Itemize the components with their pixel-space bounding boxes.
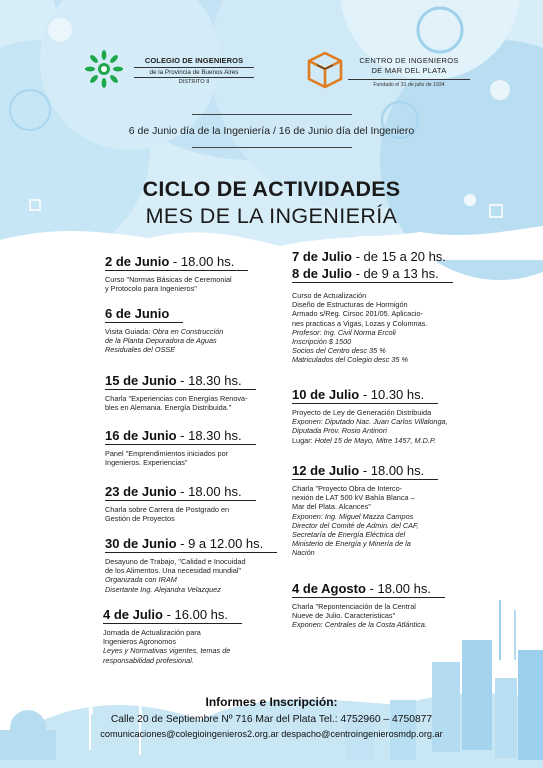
event-time: - 18.00 hs. — [365, 581, 431, 596]
footer-address: Calle 20 de Septiembre Nº 716 Mar del Plata Tel.: 4752960 – 4750877 — [110, 714, 433, 725]
event-line: Diseño de Estructuras de Hormigón — [292, 300, 408, 310]
event-line: Organizada con IRAM — [105, 575, 177, 585]
logo2-line2: DE MAR DEL PLATA — [371, 66, 447, 75]
event-12-julio — [292, 462, 438, 558]
event-10-julio — [292, 386, 448, 445]
event-date: 6 de Junio — [105, 306, 170, 321]
event-heading — [103, 607, 242, 624]
cube-frame-icon — [305, 50, 345, 90]
event-date: 12 de Julio — [292, 463, 360, 478]
event-time: - 18.30 hs. — [176, 373, 242, 388]
event-heading — [105, 373, 256, 390]
event-line: Charla "Proyecto Obra de Interco- — [292, 484, 403, 493]
event-line: Ingenieros. Experiencias" — [105, 458, 188, 468]
event-description — [105, 505, 256, 523]
event-heading-1 — [292, 249, 453, 265]
event-time: - 18.30 hs. — [176, 428, 242, 443]
event-time: - 16.00 hs. — [162, 607, 229, 622]
event-30-junio — [105, 535, 277, 594]
event-line — [105, 327, 223, 336]
event-7-8-julio — [292, 249, 453, 365]
event-15-junio — [105, 372, 256, 412]
event-date: 2 de Junio — [105, 254, 170, 269]
event-description — [292, 484, 438, 558]
event-time: - 18.00 hs. — [176, 484, 242, 499]
event-date: 4 de Julio — [103, 607, 163, 622]
event-line: nes practicas a Vigas, Lozas y Columnas. — [292, 318, 428, 328]
event-heading — [105, 484, 256, 501]
event-description — [292, 408, 448, 445]
gear-flower-icon — [84, 49, 124, 89]
event-line: Curso de Actualización — [292, 291, 367, 300]
event-description — [105, 327, 223, 355]
dates-line: 6 de Junio día de la Ingeniería / 16 de Junio día del Ingeniero — [128, 125, 415, 137]
event-date: 23 de Junio — [105, 484, 177, 499]
event-date: 30 de Junio — [105, 536, 177, 551]
logo1-line3: DISTRITO II — [134, 77, 254, 85]
event-line: Desayuno de Trabajo, "Calidad e Inocuidad — [105, 557, 246, 566]
event-line: Leyes y Normativas vigentes, temas de — [103, 646, 231, 656]
event-date: 16 de Junio — [105, 428, 177, 443]
event-date: 10 de Julio — [292, 387, 360, 402]
centro-logo-text — [348, 56, 470, 88]
event-heading — [105, 306, 183, 323]
event-date: 8 de Julio — [292, 266, 352, 281]
event-line: Charla "Repontenciación de la Central — [292, 602, 416, 611]
event-description — [105, 557, 277, 594]
event-line: Diputada Prov. Rosio Antinori — [292, 426, 387, 436]
event-line: Socios del Centro desc 35 % — [292, 346, 386, 356]
event-4-julio — [103, 606, 242, 665]
event-heading — [105, 254, 248, 271]
footer-emails[interactable]: comunicaciones@colegioingenieros2.org.ar despacho@centroingenierosmdp.org.ar — [100, 729, 443, 739]
logo1-line2: de la Provincia de Buenos Aires — [134, 67, 254, 76]
event-line: Exponen: Ing. Miguel Mazza Campos — [292, 511, 414, 521]
event-line: Ministerio de Energía y Minería de la — [292, 539, 411, 549]
event-line: Panel "Emprendimientos iniciados por — [105, 449, 229, 458]
event-line: Residuales del OSSE — [105, 345, 176, 355]
event-time: - 18.00 hs. — [359, 463, 425, 478]
title-line1: CICLO DE ACTIVIDADES — [142, 177, 401, 201]
event-23-junio — [105, 483, 256, 523]
title-line2: MES DE LA INGENIERÍA — [145, 204, 398, 228]
event-description — [105, 449, 256, 467]
event-line — [292, 436, 448, 445]
logo2-line1: CENTRO DE INGENIEROS — [359, 56, 459, 65]
event-line: Charla sobre Carrera de Postgrado en — [105, 505, 230, 514]
event-description — [105, 275, 248, 293]
event-2-junio — [105, 253, 248, 293]
event-time: - 9 a 12.00 hs. — [176, 536, 264, 551]
event-line: Nación — [292, 548, 315, 558]
event-date: 7 de Julio — [292, 249, 352, 264]
event-description — [292, 602, 445, 630]
event-description — [105, 394, 256, 412]
event-time: - 10.30 hs. — [359, 387, 425, 402]
colegio-logo-text — [134, 56, 254, 85]
event-line: bles en Alemania. Energía Distribuida." — [105, 403, 232, 413]
logo1-line1: COLEGIO DE INGENIEROS — [144, 56, 244, 65]
event-description — [292, 291, 453, 365]
event-heading — [292, 463, 438, 480]
event-time: - de 9 a 13 hs. — [351, 266, 439, 281]
event-heading — [105, 428, 256, 445]
event-heading — [292, 581, 445, 598]
event-line: Gestión de Proyectos — [105, 514, 175, 524]
event-line: Ingenieros Agronomos — [103, 637, 177, 647]
event-6-junio — [105, 305, 223, 355]
event-line: Proyecto de Ley de Generación Distribuida — [292, 408, 432, 417]
visita-label: Visita Guiada: — [105, 327, 153, 336]
event-time: - de 15 a 20 hs. — [351, 249, 446, 264]
lugar-value: Hotel 15 de Mayo, Mitre 1457, M.D.P. — [314, 435, 436, 445]
event-line: Nueve de Julio. Caracteristicas" — [292, 611, 396, 621]
event-date: 15 de Junio — [105, 373, 177, 388]
event-line: Profesor: Ing. Civil Norma Ercoli — [292, 327, 396, 337]
event-line: de los Alimentos. Una necesidad mundial" — [105, 566, 242, 576]
visita-italic: Obra en Construcción — [152, 327, 224, 336]
event-heading — [292, 387, 438, 404]
lugar-label: Lugar: — [292, 435, 315, 445]
event-line: Mar del Plata. Alcances" — [292, 502, 371, 512]
event-line: Jornada de Actualización para — [103, 628, 201, 637]
event-heading — [292, 266, 453, 283]
event-line: Inscripción $ 1500 — [292, 337, 352, 347]
event-line: Armado s/Reg. Cirsoc 201/05. Aplicacio- — [292, 309, 423, 319]
event-line: Exponen: Diputado Nac. Juan Carlos Villalonga, — [292, 417, 448, 427]
divider-bottom — [192, 147, 352, 148]
event-line: Secretaría de Energía Eléctrica del — [292, 530, 406, 540]
event-line: nexión de LAT 500 kV Bahía Blanca – — [292, 493, 415, 503]
event-line: de la Planta Depuradora de Aguas — [105, 336, 217, 346]
event-line: y Protocolo para Ingenieros" — [105, 284, 197, 294]
event-line: Disertante Ing. Alejandra Velazquez — [105, 584, 221, 594]
divider-top — [192, 114, 352, 115]
event-date: 4 de Agosto — [292, 581, 366, 596]
event-time: - 18.00 hs. — [169, 254, 235, 269]
event-line: Exponen: Centrales de la Costa Atlántica. — [292, 620, 427, 630]
event-line: Curso "Normas Básicas de Ceremonial — [105, 275, 232, 284]
event-heading — [105, 536, 277, 553]
event-4-agosto — [292, 580, 445, 630]
event-line: Director del Comité de Admin. del CAF, — [292, 520, 419, 530]
event-line: Charla "Experiencias con Energías Renova- — [105, 394, 248, 403]
event-line: Matriculados del Colegio desc 35 % — [292, 355, 409, 365]
logo2-line3: Fundado el 31 de julio de 1934 — [348, 79, 470, 88]
event-16-junio — [105, 427, 256, 467]
event-description — [103, 628, 242, 665]
event-line: responsabilidad profesional. — [103, 655, 194, 665]
footer-title: Informes e Inscripción: — [205, 695, 338, 709]
